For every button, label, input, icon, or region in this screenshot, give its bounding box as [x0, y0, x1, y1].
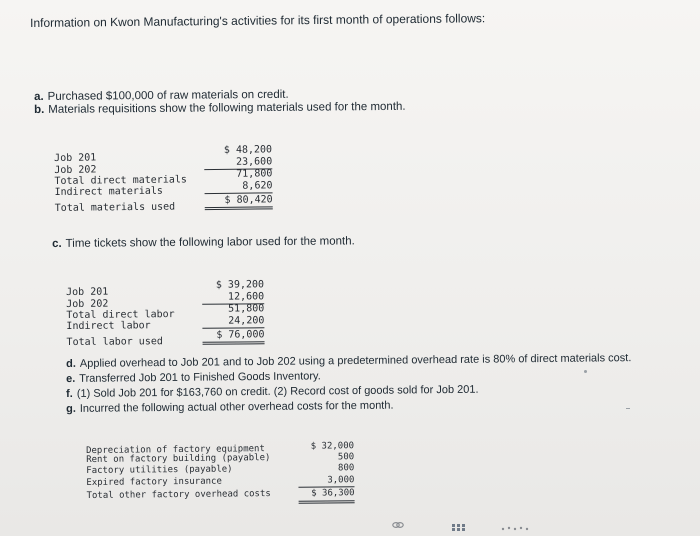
labor-row-label: Indirect labor [66, 320, 151, 332]
materials-row-amount: 71,800 [236, 168, 273, 180]
item-b [34, 101, 406, 116]
overhead-row-label: Rent on factory building (payable) [86, 453, 271, 465]
labor-row-label: Total labor used [66, 336, 163, 348]
overhead-row-amount: 3,000 [298, 474, 354, 488]
materials-row-amount: $ 48,200 [223, 144, 273, 156]
overhead-row-label: Expired factory insurance [86, 476, 222, 488]
cursor-dash [626, 408, 630, 409]
materials-row-label: Total direct materials [54, 174, 187, 187]
item-g-text: Incurred the following actual other overhead costs for the month. [79, 399, 394, 415]
labor-row-label: Job 202 [66, 298, 109, 310]
materials-row-amount: $ 80,420 [205, 194, 273, 210]
problem-intro: Information on Kwon Manufacturing's activities for its first month of operations follows: [30, 11, 486, 30]
item-c-letter: c. [52, 237, 62, 250]
labor-row [66, 329, 265, 348]
materials-row [54, 194, 273, 214]
overhead-row-label: Depreciation of factory equipment [86, 444, 265, 456]
item-e-letter: e. [66, 372, 76, 385]
labor-row-amount: $ 76,000 [202, 329, 264, 345]
item-a [34, 89, 289, 103]
labor-table [66, 279, 265, 348]
item-b-text: Materials requisitions show the following materials used for the month. [48, 100, 406, 116]
item-g [66, 400, 394, 415]
overhead-row-label: Total other factory overhead costs [86, 489, 271, 501]
materials-row-label: Job 202 [54, 164, 97, 176]
link-icon[interactable] [392, 520, 404, 533]
overhead-row-amount: 500 [337, 452, 355, 463]
materials-table [54, 144, 273, 214]
item-c-text: Time tickets show the following labor used for the month. [65, 235, 355, 250]
item-b-letter: b. [34, 103, 45, 116]
overhead-row [86, 487, 354, 503]
cursor-dot [584, 370, 587, 373]
materials-row-label: Indirect materials [54, 185, 163, 198]
labor-row-amount: 51,800 [228, 303, 265, 315]
materials-row-amount: 8,620 [204, 180, 272, 194]
item-d [66, 352, 631, 370]
overhead-row-amount: $ 36,300 [298, 487, 354, 504]
materials-row-label: Job 201 [54, 152, 97, 164]
labor-row [66, 315, 265, 332]
materials-row-label: Total materials used [54, 201, 176, 214]
labor-row-amount: 24,200 [202, 315, 264, 329]
overhead-row-amount: 800 [337, 463, 355, 474]
materials-row-amount: 23,600 [204, 156, 272, 170]
item-d-text: Applied overhead to Job 201 and to Job 202 using a predetermined overhead rate is 80% of direct materials cost. [79, 352, 632, 370]
overhead-row-amount: $ 32,000 [310, 441, 355, 452]
overhead-table [86, 441, 355, 503]
labor-row-label: Job 201 [66, 286, 109, 298]
item-f [66, 384, 479, 400]
item-d-letter: d. [66, 357, 76, 370]
item-e [66, 370, 321, 385]
item-f-letter: f. [66, 387, 73, 400]
item-e-text: Transferred Job 201 to Finished Goods Inventory. [79, 370, 321, 385]
overhead-row-label: Factory utilities (payable) [86, 464, 233, 476]
materials-row [54, 180, 273, 198]
item-a-text: Purchased $100,000 of raw materials on credit. [47, 88, 289, 103]
dots-icon[interactable] [500, 524, 530, 535]
labor-row-amount: $ 39,200 [215, 279, 265, 291]
item-a-letter: a. [34, 90, 44, 103]
labor-row-label: Total direct labor [66, 309, 175, 321]
grid-icon[interactable] [452, 524, 466, 535]
item-c [52, 235, 355, 250]
item-g-letter: g. [66, 402, 76, 415]
item-f-text: (1) Sold Job 201 for $163,760 on credit. (2) Record cost of goods sold for Job 201. [76, 383, 479, 400]
labor-row-amount: 12,600 [202, 291, 264, 305]
